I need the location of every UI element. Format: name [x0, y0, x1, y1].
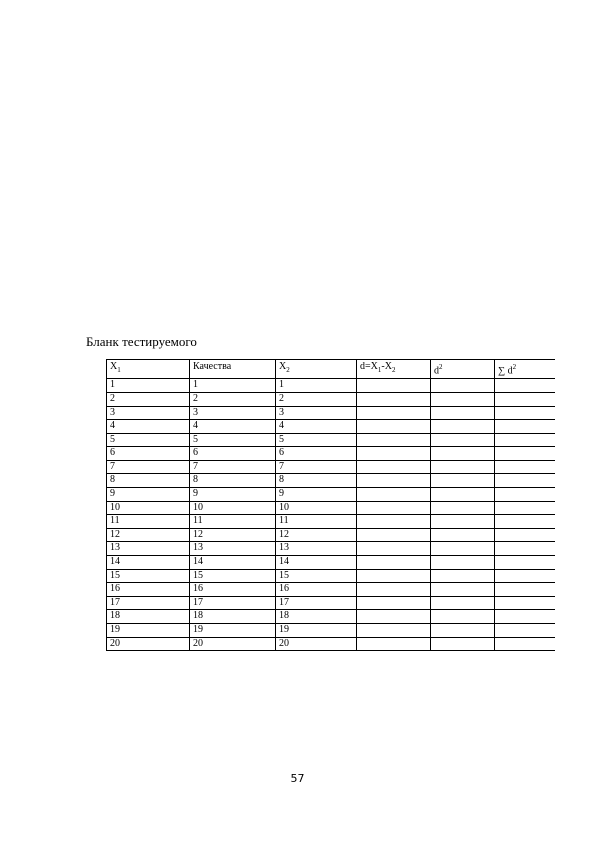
- cell-x2: 3: [276, 406, 357, 420]
- table-row: [107, 610, 555, 624]
- cell-x2: 17: [276, 596, 357, 610]
- cell-sum-d-squared: [495, 392, 555, 406]
- table-row: [107, 583, 555, 597]
- cell-sum-d-squared: [495, 420, 555, 434]
- cell-x1: 2: [107, 392, 190, 406]
- table-row: [107, 556, 555, 570]
- cell-x2: 11: [276, 515, 357, 529]
- table-row: [107, 596, 555, 610]
- cell-d-squared: [431, 447, 495, 461]
- cell-x2: 14: [276, 556, 357, 570]
- cell-x2: 9: [276, 488, 357, 502]
- cell-x1: 7: [107, 460, 190, 474]
- cell-x1: 5: [107, 433, 190, 447]
- cell-difference: [357, 488, 431, 502]
- cell-x2: 12: [276, 528, 357, 542]
- cell-d-squared: [431, 583, 495, 597]
- cell-sum-d-squared: [495, 515, 555, 529]
- cell-difference: [357, 583, 431, 597]
- cell-difference: [357, 596, 431, 610]
- header-quality: Качества: [190, 360, 276, 379]
- cell-quality: 2: [190, 392, 276, 406]
- cell-sum-d-squared: [495, 460, 555, 474]
- cell-difference: [357, 420, 431, 434]
- cell-sum-d-squared: [495, 569, 555, 583]
- cell-x1: 18: [107, 610, 190, 624]
- table-row: [107, 542, 555, 556]
- cell-quality: 14: [190, 556, 276, 570]
- cell-x2: 19: [276, 624, 357, 638]
- header-difference: $d=X_1-X_2$: [357, 360, 431, 379]
- form-caption: Бланк тестируемого: [86, 334, 197, 349]
- cell-x2: 4: [276, 420, 357, 434]
- cell-quality: 17: [190, 596, 276, 610]
- cell-quality: 1: [190, 379, 276, 393]
- cell-difference: [357, 515, 431, 529]
- table-row: [107, 569, 555, 583]
- cell-x1: 17: [107, 596, 190, 610]
- cell-d-squared: [431, 379, 495, 393]
- cell-x1: 20: [107, 637, 190, 651]
- cell-d-squared: [431, 556, 495, 570]
- cell-x2: 10: [276, 501, 357, 515]
- cell-x1: 15: [107, 569, 190, 583]
- cell-d-squared: [431, 406, 495, 420]
- cell-x1: 6: [107, 447, 190, 461]
- table-row: [107, 637, 555, 651]
- cell-sum-d-squared: [495, 542, 555, 556]
- cell-x1: 16: [107, 583, 190, 597]
- cell-d-squared: [431, 610, 495, 624]
- cell-sum-d-squared: [495, 556, 555, 570]
- cell-x1: 10: [107, 501, 190, 515]
- cell-d-squared: [431, 542, 495, 556]
- cell-x1: 8: [107, 474, 190, 488]
- header-x1: $X_1$: [107, 360, 190, 379]
- cell-sum-d-squared: [495, 406, 555, 420]
- cell-quality: 3: [190, 406, 276, 420]
- cell-sum-d-squared: [495, 610, 555, 624]
- cell-x2: 18: [276, 610, 357, 624]
- cell-sum-d-squared: [495, 447, 555, 461]
- cell-difference: [357, 610, 431, 624]
- cell-difference: [357, 447, 431, 461]
- cell-difference: [357, 624, 431, 638]
- cell-d-squared: [431, 624, 495, 638]
- table-row: [107, 501, 555, 515]
- cell-x2: 8: [276, 474, 357, 488]
- cell-x2: 7: [276, 460, 357, 474]
- cell-x1: 19: [107, 624, 190, 638]
- table-row: [107, 528, 555, 542]
- cell-d-squared: [431, 596, 495, 610]
- cell-difference: [357, 460, 431, 474]
- header-d-squared: $d^2$: [431, 360, 495, 379]
- cell-sum-d-squared: [495, 474, 555, 488]
- cell-difference: [357, 542, 431, 556]
- table-row: [107, 420, 555, 434]
- cell-sum-d-squared: [495, 501, 555, 515]
- cell-difference: [357, 556, 431, 570]
- cell-sum-d-squared: [495, 637, 555, 651]
- cell-quality: 18: [190, 610, 276, 624]
- cell-sum-d-squared: [495, 624, 555, 638]
- cell-d-squared: [431, 569, 495, 583]
- cell-d-squared: [431, 433, 495, 447]
- cell-difference: [357, 528, 431, 542]
- table-header-row: [107, 360, 555, 379]
- cell-x1: 13: [107, 542, 190, 556]
- cell-d-squared: [431, 515, 495, 529]
- cell-d-squared: [431, 392, 495, 406]
- subject-form-table: [106, 359, 555, 651]
- cell-quality: 5: [190, 433, 276, 447]
- cell-x2: 13: [276, 542, 357, 556]
- cell-d-squared: [431, 460, 495, 474]
- table-row: [107, 433, 555, 447]
- table-row: [107, 447, 555, 461]
- cell-difference: [357, 433, 431, 447]
- cell-quality: 8: [190, 474, 276, 488]
- cell-x2: 6: [276, 447, 357, 461]
- table-row: [107, 379, 555, 393]
- cell-quality: 7: [190, 460, 276, 474]
- page-number: 57: [290, 772, 305, 785]
- cell-quality: 9: [190, 488, 276, 502]
- cell-x1: 14: [107, 556, 190, 570]
- cell-difference: [357, 379, 431, 393]
- cell-quality: 19: [190, 624, 276, 638]
- cell-sum-d-squared: [495, 583, 555, 597]
- cell-quality: 4: [190, 420, 276, 434]
- cell-d-squared: [431, 528, 495, 542]
- cell-difference: [357, 392, 431, 406]
- cell-x1: 4: [107, 420, 190, 434]
- cell-difference: [357, 474, 431, 488]
- table-row: [107, 515, 555, 529]
- cell-x1: 1: [107, 379, 190, 393]
- cell-difference: [357, 406, 431, 420]
- table-row: [107, 406, 555, 420]
- cell-quality: 16: [190, 583, 276, 597]
- table-row: [107, 460, 555, 474]
- cell-d-squared: [431, 474, 495, 488]
- cell-d-squared: [431, 501, 495, 515]
- cell-quality: 10: [190, 501, 276, 515]
- cell-quality: 6: [190, 447, 276, 461]
- cell-d-squared: [431, 637, 495, 651]
- table-row: [107, 488, 555, 502]
- cell-difference: [357, 501, 431, 515]
- cell-quality: 11: [190, 515, 276, 529]
- cell-x1: 12: [107, 528, 190, 542]
- cell-x2: 5: [276, 433, 357, 447]
- cell-sum-d-squared: [495, 488, 555, 502]
- cell-x2: 2: [276, 392, 357, 406]
- cell-sum-d-squared: [495, 379, 555, 393]
- cell-x2: 15: [276, 569, 357, 583]
- header-sum-d-squared: ∑ $d^2$: [495, 360, 555, 379]
- cell-sum-d-squared: [495, 528, 555, 542]
- cell-quality: 13: [190, 542, 276, 556]
- header-x2: $X_2$: [276, 360, 357, 379]
- cell-x2: 1: [276, 379, 357, 393]
- cell-x2: 16: [276, 583, 357, 597]
- cell-x1: 11: [107, 515, 190, 529]
- cell-x1: 3: [107, 406, 190, 420]
- table-row: [107, 624, 555, 638]
- cell-quality: 15: [190, 569, 276, 583]
- table-row: [107, 392, 555, 406]
- table-row: [107, 474, 555, 488]
- cell-quality: 20: [190, 637, 276, 651]
- cell-quality: 12: [190, 528, 276, 542]
- cell-sum-d-squared: [495, 596, 555, 610]
- cell-d-squared: [431, 488, 495, 502]
- cell-x1: 9: [107, 488, 190, 502]
- cell-d-squared: [431, 420, 495, 434]
- cell-x2: 20: [276, 637, 357, 651]
- cell-sum-d-squared: [495, 433, 555, 447]
- cell-difference: [357, 569, 431, 583]
- cell-difference: [357, 637, 431, 651]
